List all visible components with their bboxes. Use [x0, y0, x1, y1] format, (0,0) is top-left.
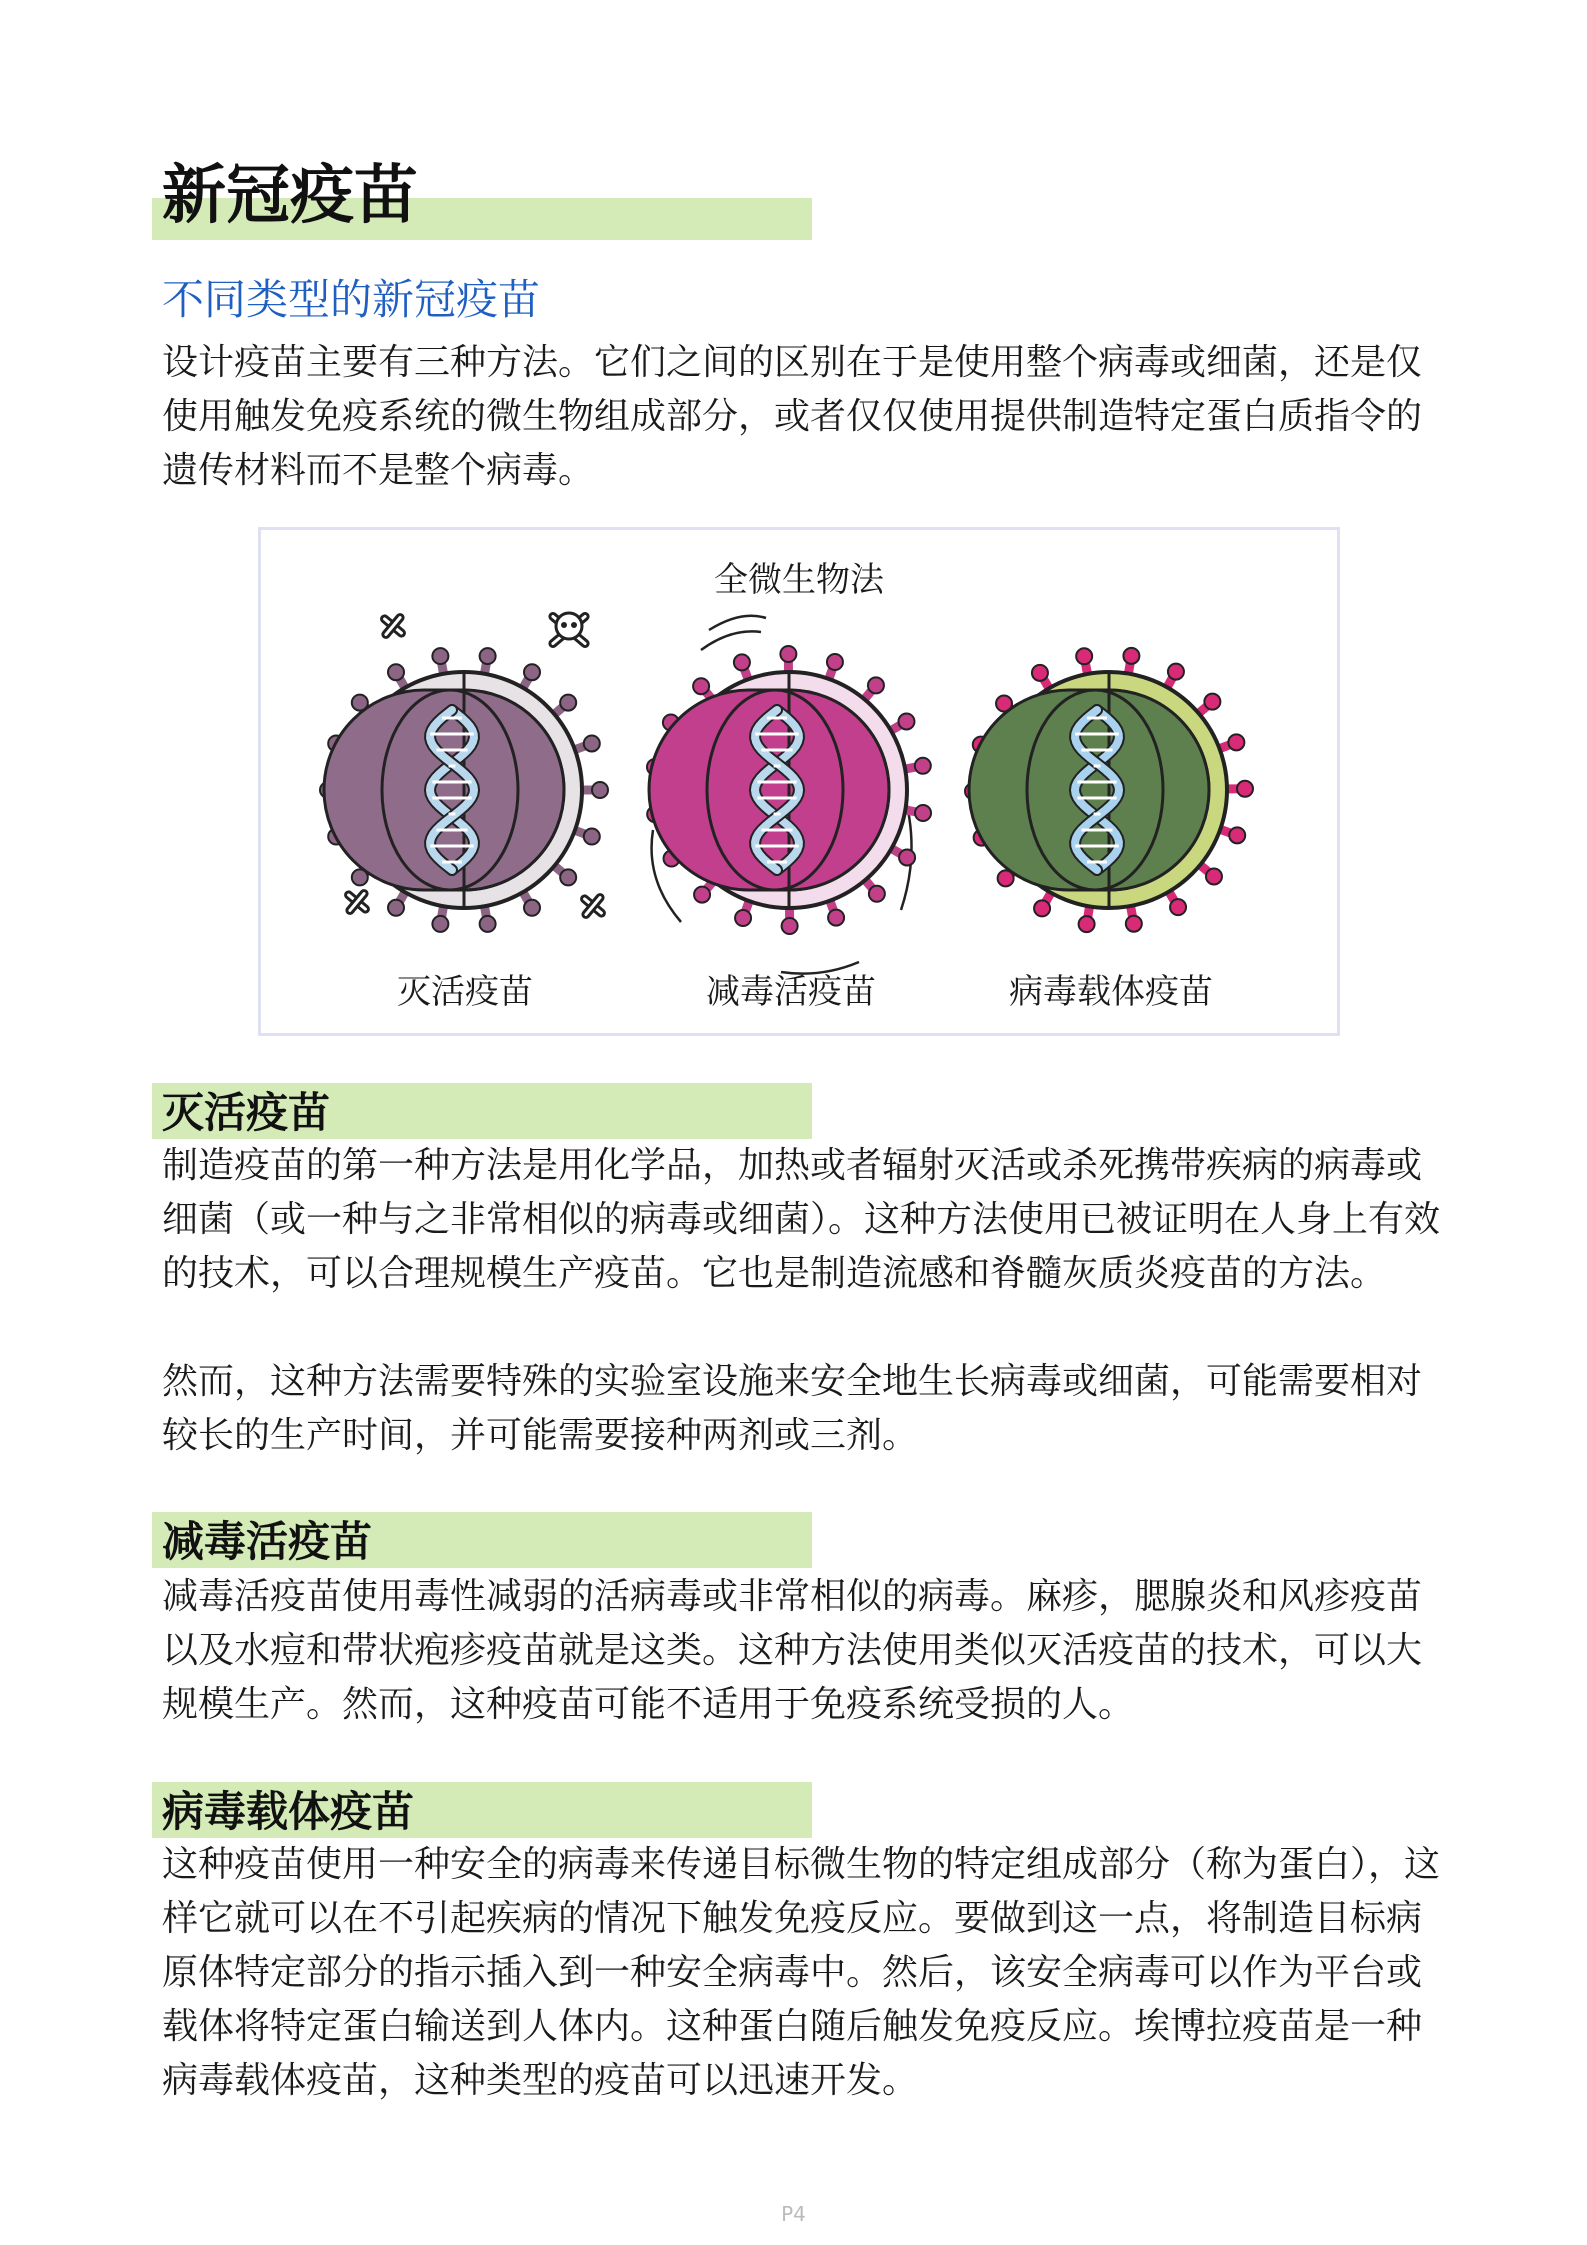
section-heading: 灭活疫苗: [162, 1088, 331, 1137]
virus-attenuated: [647, 646, 931, 934]
section-heading: 减毒活疫苗: [162, 1517, 373, 1566]
page-subtitle: 不同类型的新冠疫苗: [162, 275, 541, 324]
section-inactivated: [152, 1083, 812, 1139]
skull-icon: [549, 612, 590, 647]
caption-inactivated: 灭活疫苗: [397, 972, 533, 1012]
page-number: P4: [781, 2202, 806, 2226]
section-paragraph: 制造疫苗的第一种方法是用化学品，加热或者辐射灭活或杀死携带疾病的病毒或细菌（或一种与之非常相似的病毒或细菌）。这种方法使用已被证明在人身上有效的技术，可以合理规模生产疫苗。它也是制造流感和脊髓灰质炎疫苗的方法。: [162, 1145, 1441, 1294]
virus-vector: [965, 648, 1253, 932]
caption-vector: 病毒载体疫苗: [1009, 972, 1213, 1012]
section-paragraph: 减毒活疫苗使用毒性减弱的活病毒或非常相似的病毒。麻疹，腮腺炎和风疹疫苗以及水痘和带状疱疹疫苗就是这类。这种方法使用类似灭活疫苗的技术，可以大规模生产。然而，这种疫苗可能不适用于免疫系统受损的人。: [162, 1576, 1423, 1725]
figure-title: 全微生物法: [714, 560, 884, 600]
caption-attenuated: 减毒活疫苗: [706, 972, 876, 1012]
section-attenuated: [152, 1512, 812, 1568]
page-title-block: [152, 158, 812, 240]
page-title: 新冠疫苗: [162, 159, 418, 233]
virus-illustrations: [261, 530, 1337, 1033]
section-vector: [152, 1782, 812, 1838]
section-heading: 病毒载体疫苗: [162, 1787, 415, 1836]
section-paragraph: 然而，这种方法需要特殊的实验室设施来安全地生长病毒或细菌，可能需要相对较长的生产时间，并可能需要接种两剂或三剂。: [162, 1361, 1423, 1456]
vaccine-figure: [258, 527, 1340, 1036]
intro-paragraph: 设计疫苗主要有三种方法。它们之间的区别在于是使用整个病毒或细菌，还是仅使用触发免疫系统的微生物组成部分，或者仅仅使用提供制造特定蛋白质指令的遗传材料而不是整个病毒。: [162, 342, 1423, 491]
section-paragraph: 这种疫苗使用一种安全的病毒来传递目标微生物的特定组成部分（称为蛋白），这样它就可以在不引起疾病的情况下触发免疫反应。要做到这一点，将制造目标病原体特定部分的指示插入到一种安全病毒中。然后，该安全病毒可以作为平台或载体将特定蛋白输送到人体内。这种蛋白随后触发免疫反应。埃博拉疫苗是一种病毒载体疫苗，这种类型的疫苗可以迅速开发。: [162, 1844, 1441, 2101]
